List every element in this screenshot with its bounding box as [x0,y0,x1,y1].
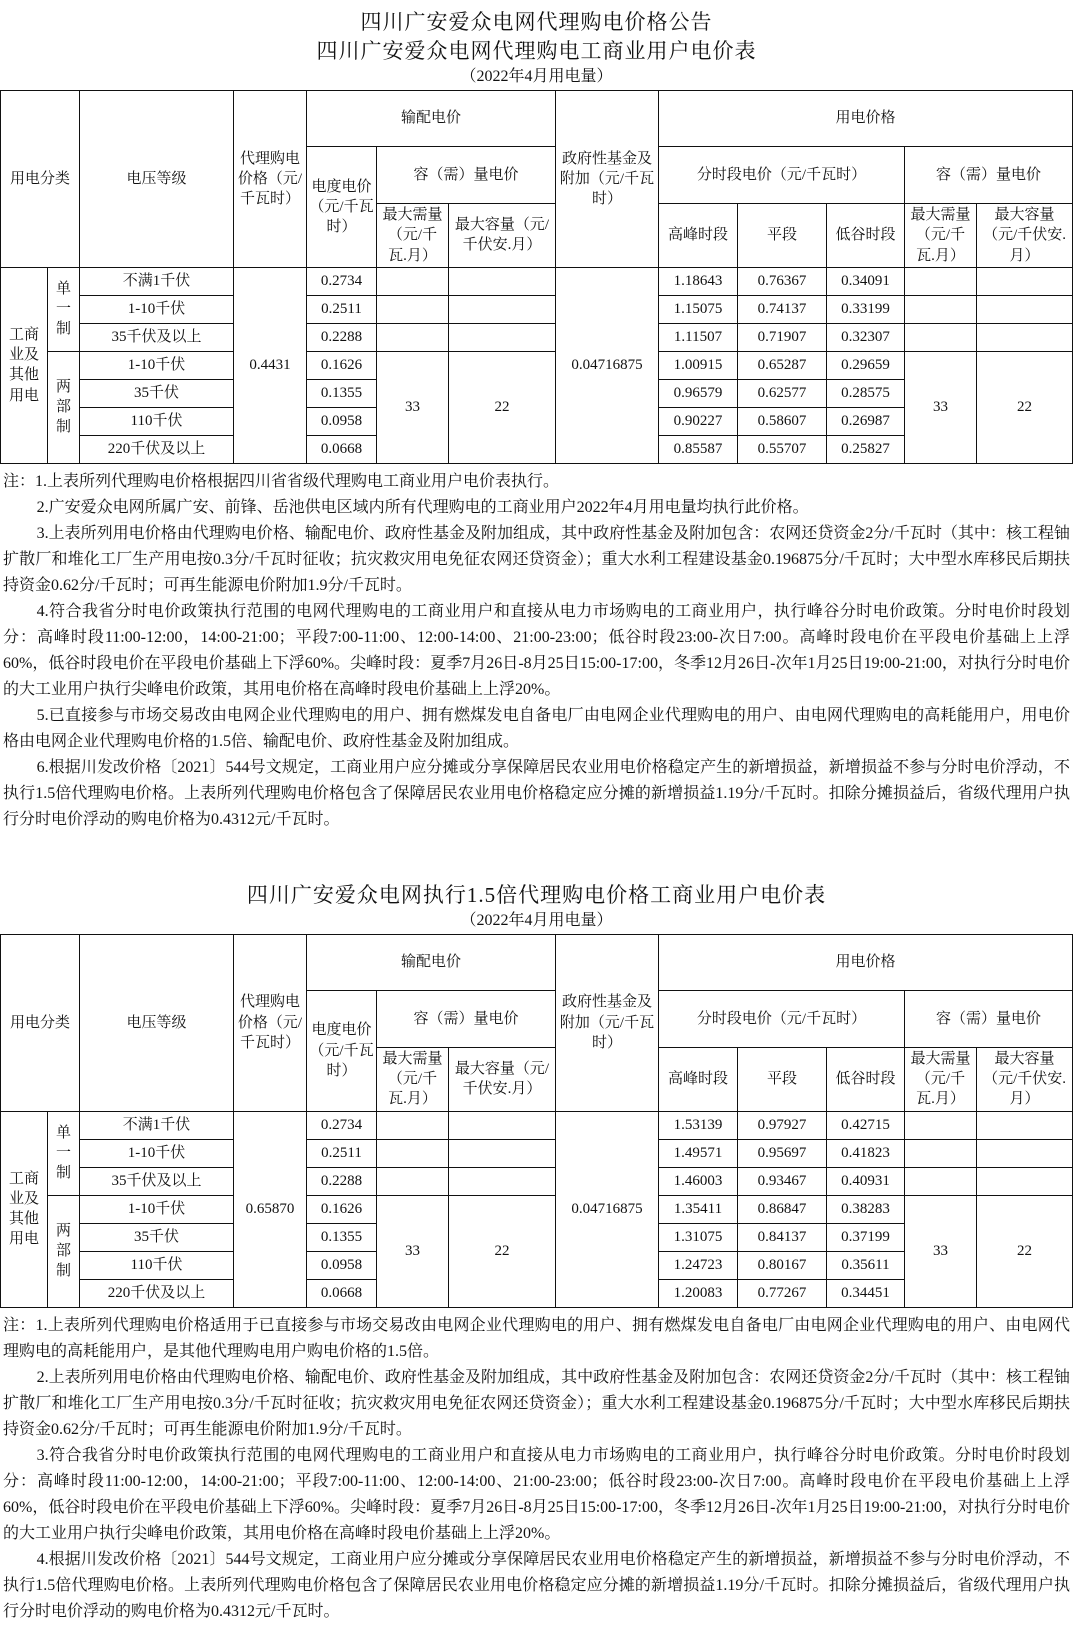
peak-price-cell: 0.90227 [659,407,738,435]
empty-cell [977,295,1073,323]
note-item: 3.符合我省分时电价政策执行范围的电网代理购电的工商业用户和直接从电力市场购电的工商业用户，执行峰谷分时电价政策。分时电价时段划分：高峰时段11:00-12:00，14:00-21:00；平段7:00-11:00、12:00-14:00、21:00-23:00；低谷时段23:00-次日7:00。高峰时段电价在平段电价基础上上浮60%，低谷时段电价在平段电价基础上下浮60%。尖峰时段：夏季7月26日-8月25日15:00-17:00，冬季12月26日-次年1月25日19:00-21:00，对执行分时电价的大工业用户执行尖峰电价政策，其用电价格在高峰时段电价基础上上浮20%。 [3,1446,1070,1542]
peak-price-cell: 1.24723 [659,1251,738,1279]
empty-cell [377,1167,449,1195]
peak-price-cell: 0.85587 [659,435,738,463]
header-max-demand: 最大需量（元/千瓦.月） [905,204,977,268]
header-gov-fund: 政府性基金及附加（元/千瓦时） [556,91,659,268]
voltage-cell: 1-10千伏 [80,295,234,323]
header-capacity-demand: 容（需）量电价 [377,990,556,1047]
agency-price-cell: 0.65870 [234,1111,307,1307]
header-usage-price: 用电价格 [659,91,1073,147]
voltage-cell: 35千伏及以上 [80,1167,234,1195]
energy-price-cell: 0.2288 [307,1167,377,1195]
header-flat: 平段 [738,1047,827,1111]
flat-price-cell: 0.86847 [738,1195,827,1223]
header-gov-fund: 政府性基金及附加（元/千瓦时） [556,934,659,1111]
voltage-cell: 1-10千伏 [80,1195,234,1223]
peak-price-cell: 1.00915 [659,351,738,379]
energy-price-cell: 0.1626 [307,351,377,379]
header-max-demand: 最大需量（元/千瓦.月） [377,1047,449,1111]
header-max-capacity: 最大容量（元/千伏安.月） [977,204,1073,268]
voltage-cell: 110千伏 [80,407,234,435]
group-single-label: 单一制 [55,1124,71,1182]
group-two-part-cell [48,351,80,463]
note-item: 3.上表所列用电价格由代理购电价格、输配电价、政府性基金及附加组成，其中政府性基金及附加包含：农网还贷资金2分/千瓦时（其中：核工程铀扩散厂和堆化工厂生产用电按0.3分/千瓦时征收；抗灾救灾用电免征农网还贷资金）；重大水利工程建设基金0.196875分/千瓦时；大中型水库移民后期扶持资金0.62分/千瓦时；可再生能源电价附加1.9分/千瓦时。 [3,524,1070,594]
energy-price-cell: 0.2511 [307,1139,377,1167]
voltage-cell: 35千伏及以上 [80,323,234,351]
price-table-1 [0,90,1073,464]
note-item: 6.根据川发改价格〔2021〕544号文规定，工商业用户应分摊或分享保障居民农业用电价格稳定产生的新增损益，新增损益不参与分时电价浮动，不执行1.5倍代理购电价格。上表所列代理购电价格包含了保障居民农业用电价格稳定应分摊的新增损益1.19分/千瓦时。扣除分摊损益后，省级代理用户执行分时电价浮动的购电价格为0.4312元/千瓦时。 [3,758,1070,828]
empty-cell [977,267,1073,295]
note-item: 2.上表所列用电价格由代理购电价格、输配电价、政府性基金及附加组成，其中政府性基金及附加包含：农网还贷资金2分/千瓦时（其中：核工程铀扩散厂和堆化工厂生产用电按0.3分/千瓦时征收；抗灾救灾用电免征农网还贷资金）；重大水利工程建设基金0.196875分/千瓦时；大中型水库移民后期扶持资金0.62分/千瓦时；可再生能源电价附加1.9分/千瓦时。 [3,1368,1070,1438]
flat-price-cell: 0.77267 [738,1279,827,1307]
header-max-capacity: 最大容量（元/千伏安.月） [449,1047,556,1111]
flat-price-cell: 0.93467 [738,1167,827,1195]
flat-price-cell: 0.84137 [738,1223,827,1251]
energy-price-cell: 0.0958 [307,407,377,435]
header-usage-price: 用电价格 [659,934,1073,990]
table1-notes [3,469,1070,833]
empty-cell [977,1111,1073,1139]
voltage-cell: 110千伏 [80,1251,234,1279]
header-peak: 高峰时段 [659,204,738,268]
voltage-cell: 不满1千伏 [80,267,234,295]
valley-price-cell: 0.35611 [827,1251,905,1279]
empty-cell [449,1167,556,1195]
note-item: 4.根据川发改价格〔2021〕544号文规定，工商业用户应分摊或分享保障居民农业用电价格稳定产生的新增损益，新增损益不参与分时电价浮动，不执行1.5倍代理购电价格。上表所列代理购电价格包含了保障居民农业用电价格稳定应分摊的新增损益1.19分/千瓦时。扣除分摊损益后，省级代理用户执行分时电价浮动的购电价格为0.4312元/千瓦时。 [3,1550,1070,1620]
flat-price-cell: 0.62577 [738,379,827,407]
peak-price-cell: 1.20083 [659,1279,738,1307]
valley-price-cell: 0.42715 [827,1111,905,1139]
header-energy-price: 电度电价（元/千瓦时） [307,990,377,1111]
header-voltage: 电压等级 [80,91,234,268]
header-max-capacity: 最大容量（元/千伏安.月） [449,204,556,268]
header-max-demand: 最大需量（元/千瓦.月） [377,204,449,268]
header-agency-price: 代理购电价格（元/千瓦时） [234,91,307,268]
header-max-capacity: 最大容量（元/千伏安.月） [977,1047,1073,1111]
header-valley: 低谷时段 [827,204,905,268]
flat-price-cell: 0.71907 [738,323,827,351]
capacity-price-cell: 22 [977,1195,1073,1307]
agency-price-cell: 0.4431 [234,267,307,463]
valley-price-cell: 0.25827 [827,435,905,463]
note-item: 5.已直接参与市场交易改由电网企业代理购电的用户、拥有燃煤发电自备电厂由电网企业代理购电的用户、由电网代理购电的高耗能用户，用电价格由电网企业代理购电价格的1.5倍、输配电价、政府性基金及附加组成。 [3,706,1070,750]
header-tou-price: 分时段电价（元/千瓦时） [659,147,905,204]
capacity-price-cell: 22 [449,351,556,463]
voltage-cell: 1-10千伏 [80,351,234,379]
gov-fund-cell: 0.04716875 [556,267,659,463]
flat-price-cell: 0.76367 [738,267,827,295]
flat-price-cell: 0.74137 [738,295,827,323]
valley-price-cell: 0.38283 [827,1195,905,1223]
header-capacity-demand: 容（需）量电价 [377,147,556,204]
energy-price-cell: 0.1355 [307,379,377,407]
flat-price-cell: 0.95697 [738,1139,827,1167]
group-single-cell [48,1111,80,1195]
empty-cell [377,323,449,351]
voltage-cell: 35千伏 [80,379,234,407]
empty-cell [449,1111,556,1139]
category-label: 工商业及其他用电 [8,1170,39,1248]
voltage-cell: 220千伏及以上 [80,435,234,463]
empty-cell [905,1167,977,1195]
header-peak: 高峰时段 [659,1047,738,1111]
flat-price-cell: 0.65287 [738,351,827,379]
category-cell [1,267,48,463]
announcement-title: 四川广安爱众电网代理购电价格公告 [360,10,713,34]
peak-price-cell: 1.31075 [659,1223,738,1251]
table1-title: 四川广安爱众电网代理购电工商业用户电价表 [316,39,757,63]
empty-cell [905,1111,977,1139]
empty-cell [377,1111,449,1139]
header-transmission: 输配电价 [307,91,556,147]
valley-price-cell: 0.41823 [827,1139,905,1167]
header-energy-price: 电度电价（元/千瓦时） [307,147,377,268]
peak-price-cell: 0.96579 [659,379,738,407]
demand-price-cell: 33 [377,1195,449,1307]
voltage-cell: 35千伏 [80,1223,234,1251]
valley-price-cell: 0.34451 [827,1279,905,1307]
empty-cell [977,1139,1073,1167]
category-cell [1,1111,48,1307]
header-flat: 平段 [738,204,827,268]
valley-price-cell: 0.26987 [827,407,905,435]
empty-cell [905,267,977,295]
voltage-cell: 不满1千伏 [80,1111,234,1139]
header-transmission: 输配电价 [307,934,556,990]
header-agency-price: 代理购电价格（元/千瓦时） [234,934,307,1111]
group-single-cell [48,267,80,351]
peak-price-cell: 1.49571 [659,1139,738,1167]
note-item: 2.广安爱众电网所属广安、前锋、岳池供电区域内所有代理购电的工商业用户2022年4月用电量均执行此价格。 [36,498,809,516]
header-tou-price: 分时段电价（元/千瓦时） [659,990,905,1047]
peak-price-cell: 1.35411 [659,1195,738,1223]
peak-price-cell: 1.11507 [659,323,738,351]
group-single-label: 单一制 [55,280,71,338]
energy-price-cell: 0.0958 [307,1251,377,1279]
valley-price-cell: 0.33199 [827,295,905,323]
energy-price-cell: 0.0668 [307,1279,377,1307]
valley-price-cell: 0.32307 [827,323,905,351]
flat-price-cell: 0.97927 [738,1111,827,1139]
header-valley: 低谷时段 [827,1047,905,1111]
peak-price-cell: 1.46003 [659,1167,738,1195]
demand-price-cell: 33 [377,351,449,463]
valley-price-cell: 0.40931 [827,1167,905,1195]
empty-cell [377,1139,449,1167]
empty-cell [905,295,977,323]
empty-cell [449,295,556,323]
price-table-2 [0,934,1073,1308]
group-two-part-label: 两部制 [55,1222,71,1280]
energy-price-cell: 0.2288 [307,323,377,351]
peak-price-cell: 1.18643 [659,267,738,295]
table2-period: （2022年4月用电量） [460,911,613,929]
energy-price-cell: 0.1355 [307,1223,377,1251]
voltage-cell: 220千伏及以上 [80,1279,234,1307]
gov-fund-cell: 0.04716875 [556,1111,659,1307]
valley-price-cell: 0.37199 [827,1223,905,1251]
energy-price-cell: 0.1626 [307,1195,377,1223]
header-max-demand: 最大需量（元/千瓦.月） [905,1047,977,1111]
table2-title: 四川广安爱众电网执行1.5倍代理购电价格工商业用户电价表 [246,882,827,907]
category-label: 工商业及其他用电 [8,326,39,404]
empty-cell [449,1139,556,1167]
demand-price-cell: 33 [905,351,977,463]
table1-period: （2022年4月用电量） [460,68,613,85]
empty-cell [377,267,449,295]
capacity-price-cell: 22 [449,1195,556,1307]
header-capacity-demand: 容（需）量电价 [905,147,1073,204]
valley-price-cell: 0.28575 [827,379,905,407]
empty-cell [977,1167,1073,1195]
flat-price-cell: 0.80167 [738,1251,827,1279]
empty-cell [449,323,556,351]
voltage-cell: 1-10千伏 [80,1139,234,1167]
flat-price-cell: 0.55707 [738,435,827,463]
empty-cell [977,323,1073,351]
energy-price-cell: 0.2734 [307,267,377,295]
group-two-part-label: 两部制 [55,378,71,436]
capacity-price-cell: 22 [977,351,1073,463]
group-two-part-cell [48,1195,80,1307]
energy-price-cell: 0.2734 [307,1111,377,1139]
empty-cell [377,295,449,323]
valley-price-cell: 0.34091 [827,267,905,295]
note-item: 注：1.上表所列代理购电价格适用于已直接参与市场交易改由电网企业代理购电的用户、拥有燃煤发电自备电厂由电网企业代理购电的用户、由电网代理购电的高耗能用户，是其他代理购电用户购电价格的1.5倍。 [3,1316,1070,1360]
peak-price-cell: 1.15075 [659,295,738,323]
flat-price-cell: 0.58607 [738,407,827,435]
header-category: 用电分类 [1,934,80,1111]
empty-cell [905,1139,977,1167]
header-capacity-demand: 容（需）量电价 [905,990,1073,1047]
header-category: 用电分类 [1,91,80,268]
header-voltage: 电压等级 [80,934,234,1111]
valley-price-cell: 0.29659 [827,351,905,379]
note-item: 4.符合我省分时电价政策执行范围的电网代理购电的工商业用户和直接从电力市场购电的工商业用户，执行峰谷分时电价政策。分时电价时段划分：高峰时段11:00-12:00，14:00-21:00；平段7:00-11:00、12:00-14:00、21:00-23:00；低谷时段23:00-次日7:00。高峰时段电价在平段电价基础上上浮60%，低谷时段电价在平段电价基础上下浮60%。尖峰时段：夏季7月26日-8月25日15:00-17:00，冬季12月26日-次年1月25日19:00-21:00，对执行分时电价的大工业用户执行尖峰电价政策，其用电价格在高峰时段电价基础上上浮20%。 [3,602,1070,698]
table2-notes [3,1313,1070,1625]
demand-price-cell: 33 [905,1195,977,1307]
energy-price-cell: 0.0668 [307,435,377,463]
note-item: 注：1.上表所列代理购电价格根据四川省省级代理购电工商业用户电价表执行。 [3,472,560,490]
empty-cell [905,323,977,351]
energy-price-cell: 0.2511 [307,295,377,323]
peak-price-cell: 1.53139 [659,1111,738,1139]
empty-cell [449,267,556,295]
